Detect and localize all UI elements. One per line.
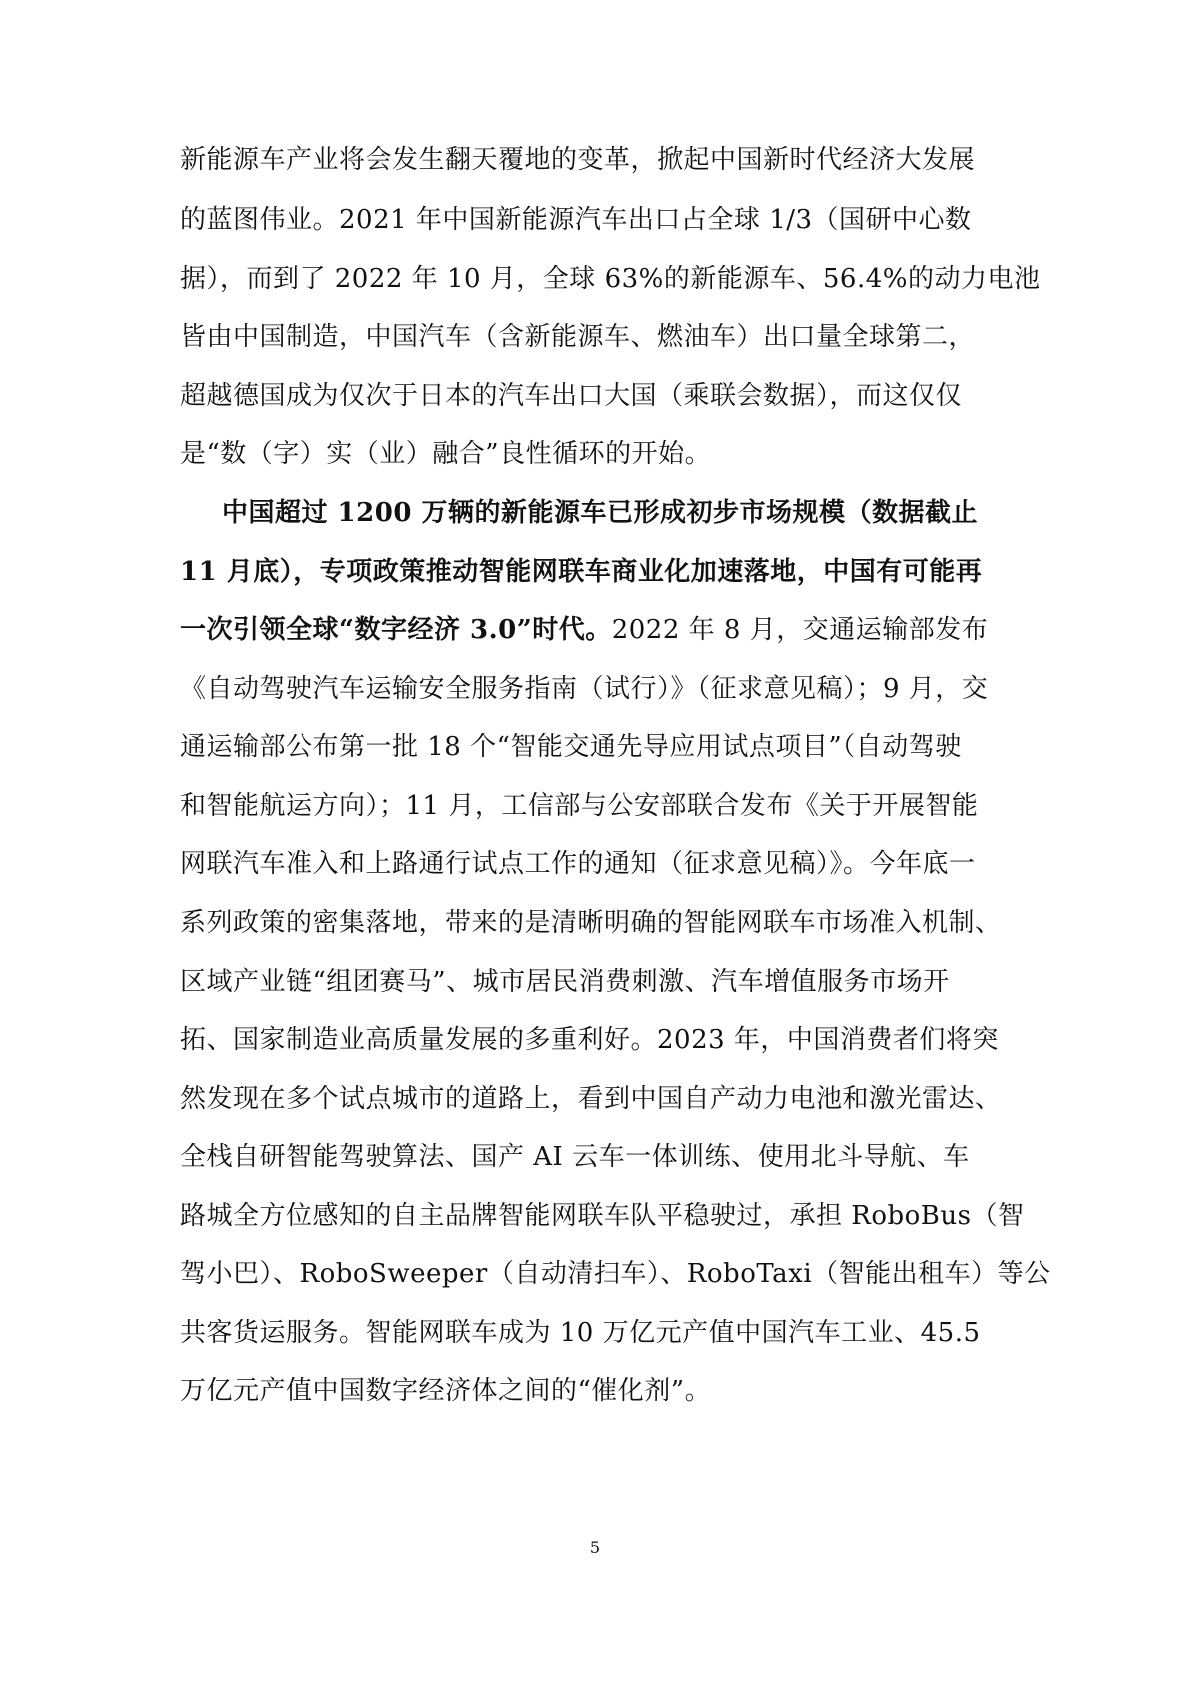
body-text-line: 路城全方位感知的自主品牌智能网联车队平稳驶过，承担 RoboBus（智: [180, 1201, 1025, 1231]
body-text-line: 通运输部公布第一批 18 个“智能交通先导应用试点项目”（自动驾驶: [180, 732, 962, 762]
body-text-line: 区域产业链“组团赛马”、城市居民消费刺激、汽车增值服务市场开: [180, 967, 950, 997]
bold-text-line: 中国超过 1200 万辆的新能源车已形成初步市场规模（数据截止: [222, 498, 978, 528]
body-text-line: 皆由中国制造，中国汽车（含新能源车、燃油车）出口量全球第二，: [180, 322, 976, 352]
body-text-line: 的蓝图伟业。2021 年中国新能源汽车出口占全球 1/3（国研中心数: [180, 205, 972, 235]
normal-text-segment: 2022 年 8 月，交通运输部发布: [611, 615, 989, 645]
body-text-line: 超越德国成为仅次于日本的汽车出口大国（乘联会数据），而这仅仅: [180, 381, 963, 411]
body-text-line: 系列政策的密集落地，带来的是清晰明确的智能网联车市场准入机制、: [180, 908, 1002, 938]
body-text-line: 共客货运服务。智能网联车成为 10 万亿元产值中国汽车工业、45.5: [180, 1318, 981, 1348]
body-text-line: 全栈自研智能驾驶算法、国产 AI 云车一体训练、使用北斗导航、车: [180, 1142, 970, 1172]
body-text-line: 然发现在多个试点城市的道路上，看到中国自产动力电池和激光雷达、: [180, 1084, 1002, 1114]
body-text-line: 驾小巴）、RoboSweeper（自动清扫车）、RoboTaxi（智能出租车）等公: [180, 1259, 1051, 1289]
body-text-line: 拓、国家制造业高质量发展的多重利好。2023 年，中国消费者们将突: [180, 1025, 999, 1055]
body-text-line: 是“数（字）实（业）融合”良性循环的开始。: [180, 439, 712, 469]
bold-text-line: 11 月底），专项政策推动智能网联车商业化加速落地，中国有可能再: [180, 557, 983, 587]
body-text-line: 新能源车产业将会发生翻天覆地的变革，掀起中国新时代经济大发展: [180, 145, 976, 175]
body-text-line: 万亿元产值中国数字经济体之间的“催化剂”。: [180, 1376, 712, 1406]
body-text-line: 《自动驾驶汽车运输安全服务指南（试行）》（征求意见稿）；9 月，交: [180, 674, 989, 704]
body-text-line: 据），而到了 2022 年 10 月，全球 63%的新能源车、56.4%的动力电池: [180, 264, 1041, 294]
mixed-text-line: [180, 613, 1010, 647]
body-text-line: 和智能航运方向）；11 月，工信部与公安部联合发布《关于开展智能: [180, 791, 979, 821]
body-text-line: 网联汽车准入和上路通行试点工作的通知（征求意见稿）》。今年底一: [180, 849, 976, 879]
bold-text-segment: 一次引领全球“数字经济 3.0”时代。: [180, 615, 612, 645]
page-number: 5: [589, 1538, 601, 1557]
